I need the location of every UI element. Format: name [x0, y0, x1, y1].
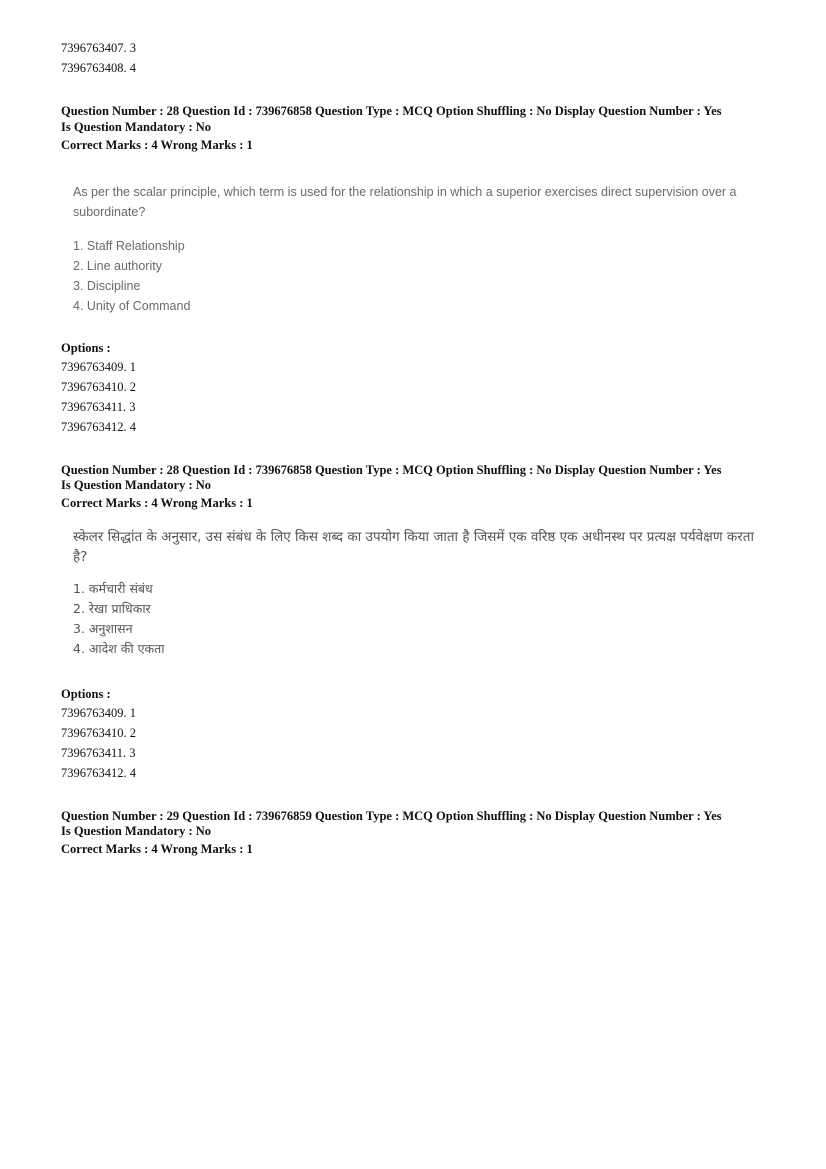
question-meta-line: Question Number : 29 Question Id : 739676859 Question Type : MCQ Option Shuffling : No Display Question Number : Yes	[61, 809, 722, 823]
option-line: 7396763410. 2	[61, 380, 136, 394]
option-line: 7396763412. 4	[61, 420, 136, 434]
options-label: Options :	[61, 687, 111, 701]
question-meta-line: Question Number : 28 Question Id : 739676858 Question Type : MCQ Option Shuffling : No Display Question Number : Yes	[61, 104, 722, 118]
choice-list	[73, 236, 773, 316]
question-text: As per the scalar principle, which term is used for the relationship in which a superior exercises direct supervision over a subordinate?	[73, 185, 737, 219]
question-meta-line: Question Number : 28 Question Id : 739676858 Question Type : MCQ Option Shuffling : No Display Question Number : Yes	[61, 463, 722, 477]
question-marks-line: Correct Marks : 4 Wrong Marks : 1	[61, 842, 253, 856]
choice-item: 3. Discipline	[73, 279, 141, 293]
option-line: 7396763408. 4	[61, 61, 136, 75]
question-mandatory-line: Is Question Mandatory : No	[61, 478, 212, 492]
question-mandatory-line: Is Question Mandatory : No	[61, 824, 212, 838]
option-line: 7396763409. 1	[61, 360, 136, 374]
choice-item: 1. Staff Relationship	[73, 239, 185, 253]
choice-item: 4. आदेश की एकता	[73, 641, 165, 656]
question-text: स्केलर सिद्धांत के अनुसार, उस संबंध के लिए किस शब्द का उपयोग किया जाता है जिसमें एक वरिष्ठ एक अधीनस्थ पर प्रत्यक्ष पर्यवेक्षण करता है?	[73, 529, 754, 565]
option-line: 7396763412. 4	[61, 766, 136, 780]
choice-list	[73, 579, 763, 659]
choice-item: 1. कर्मचारी संबंध	[73, 581, 153, 596]
option-line: 7396763411. 3	[61, 400, 136, 414]
choice-item: 2. Line authority	[73, 259, 162, 273]
option-line: 7396763409. 1	[61, 706, 136, 720]
options-label: Options :	[61, 341, 111, 355]
choice-item: 4. Unity of Command	[73, 299, 191, 313]
question-image-hindi	[73, 527, 763, 659]
option-line: 7396763411. 3	[61, 746, 136, 760]
question-image-english	[73, 182, 773, 316]
question-mandatory-line: Is Question Mandatory : No	[61, 120, 212, 134]
question-marks-line: Correct Marks : 4 Wrong Marks : 1	[61, 138, 253, 152]
option-line: 7396763407. 3	[61, 41, 136, 55]
option-line: 7396763410. 2	[61, 726, 136, 740]
question-marks-line: Correct Marks : 4 Wrong Marks : 1	[61, 496, 253, 510]
choice-item: 3. अनुशासन	[73, 621, 133, 636]
choice-item: 2. रेखा प्राधिकार	[73, 601, 151, 616]
